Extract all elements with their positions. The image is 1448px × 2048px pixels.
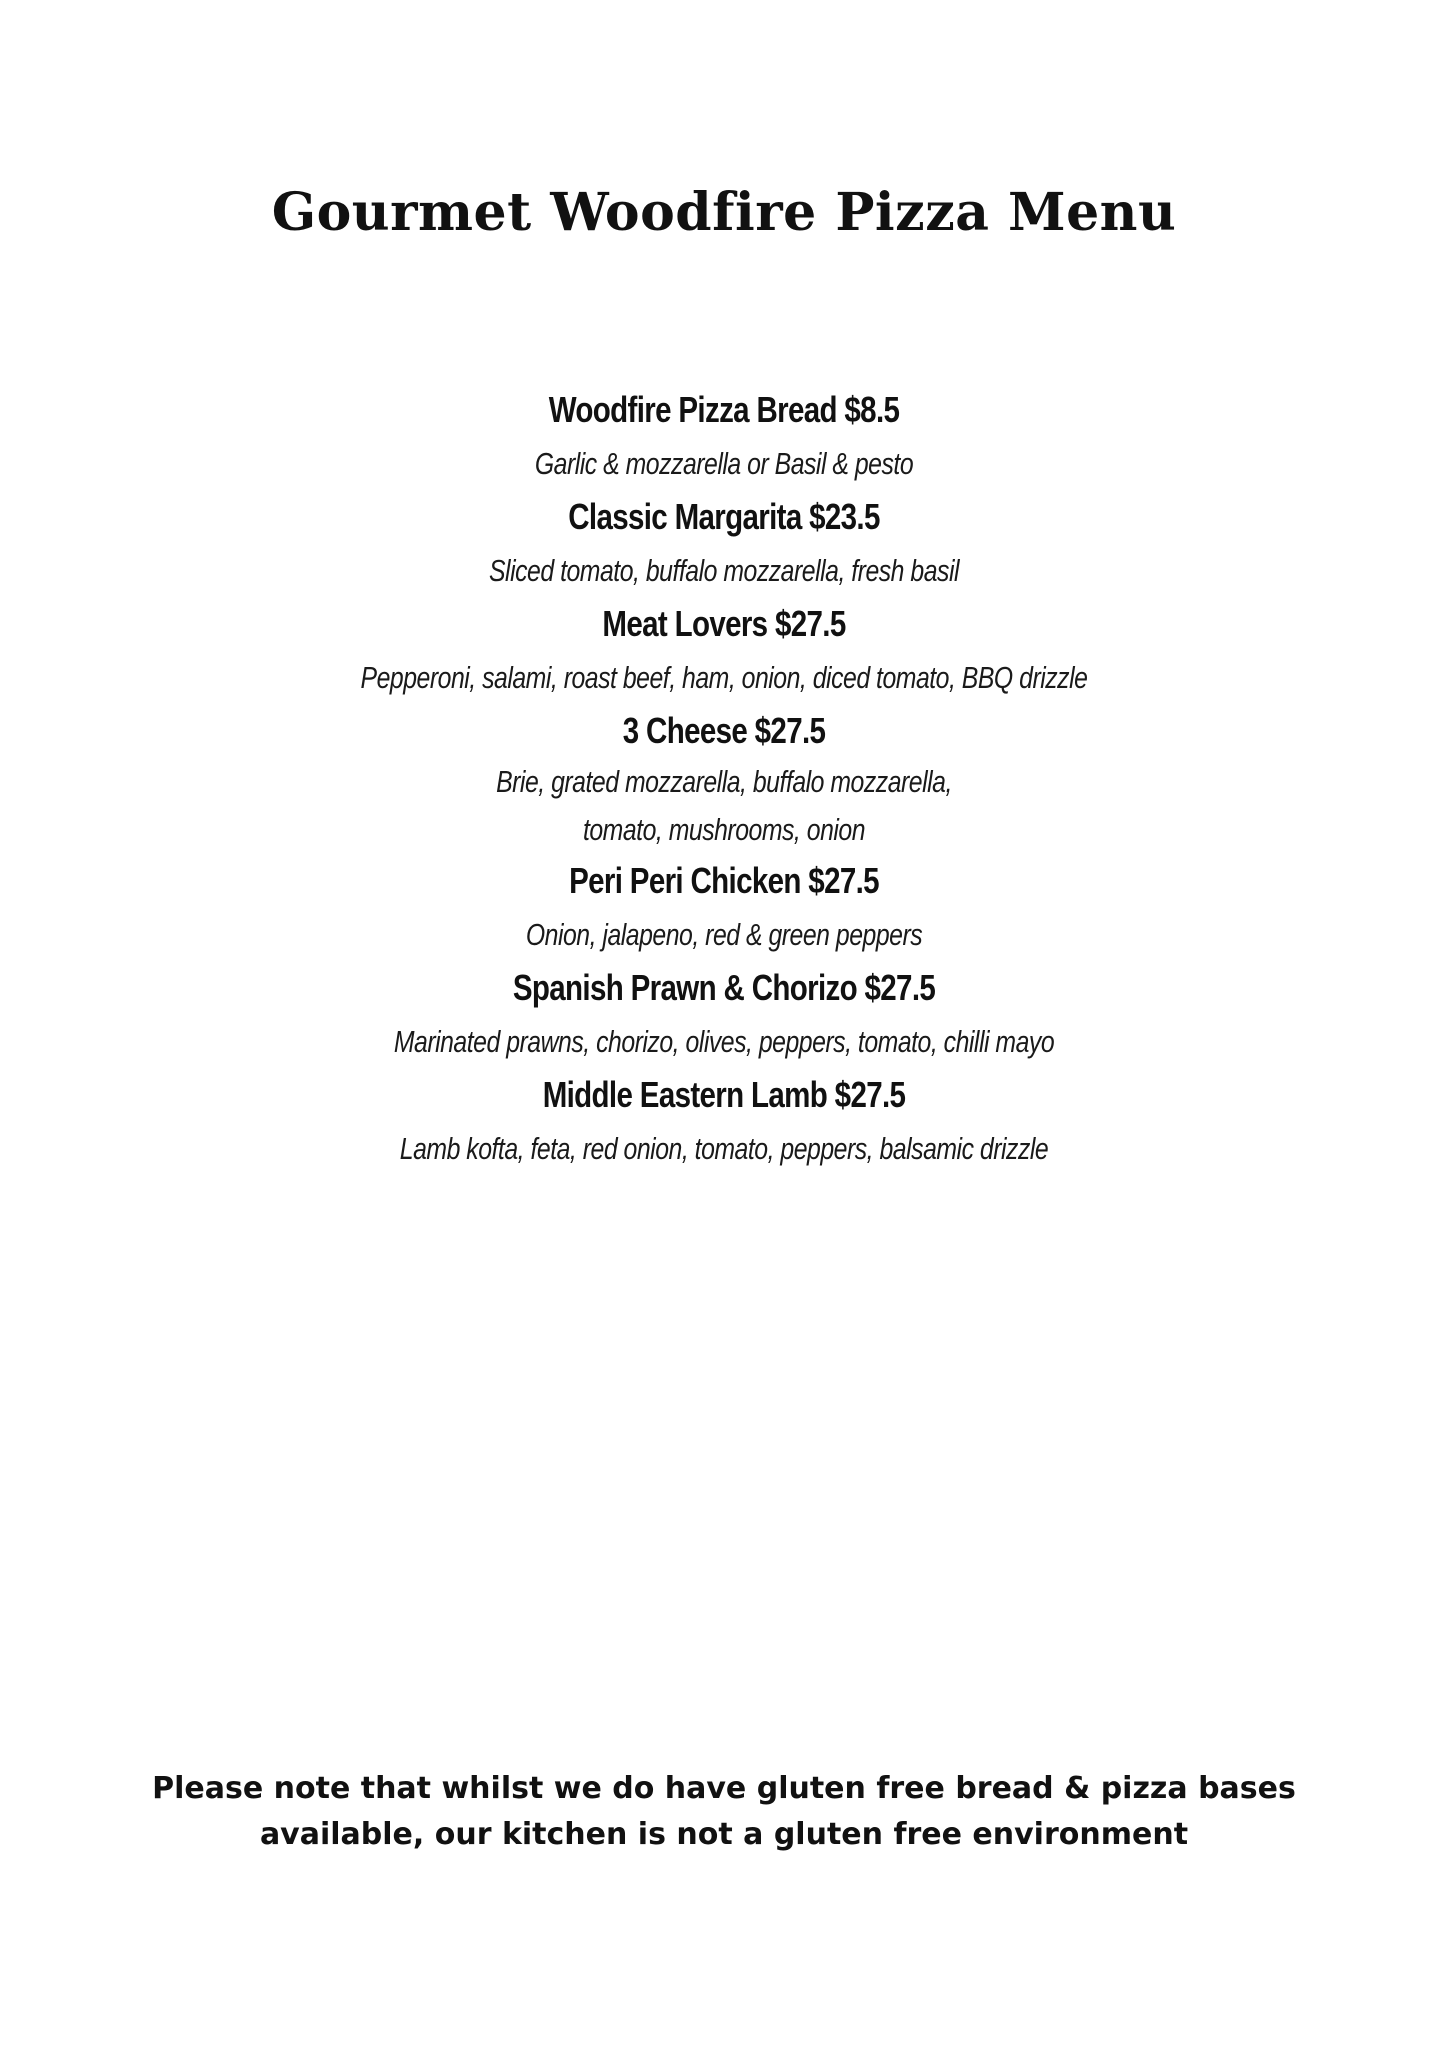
menu-item-name: Meat Lovers $27.5 [602,603,846,644]
menu-item-name: Classic Margarita $23.5 [568,496,880,537]
menu-item-name: Middle Eastern Lamb $27.5 [542,1074,906,1115]
menu-item-description: Brie, grated mozzarella, buffalo mozzarella, [496,764,952,799]
menu-list [0,383,1448,1175]
menu-item-name: Peri Peri Chicken $27.5 [569,860,879,901]
menu-item [0,704,1448,854]
note-line: Please note that whilst we do have gluten free bread & pizza bases [152,1771,1296,1806]
page-title: Gourmet Woodfire Pizza Menu [271,182,1177,243]
menu-item [0,1068,1448,1175]
menu-item-description: Garlic & mozzarella or Basil & pesto [534,446,914,481]
menu-item-description: Lamb kofta, feta, red onion, tomato, peppers, balsamic drizzle [399,1131,1049,1166]
note-line: available, our kitchen is not a gluten free environment [259,1817,1189,1852]
menu-item-description: Pepperoni, salami, roast beef, ham, onion, diced tomato, BBQ drizzle [360,660,1088,695]
menu-item [0,854,1448,961]
menu-item [0,597,1448,704]
menu-item-description: tomato, mushrooms, onion [582,812,866,847]
menu-item [0,961,1448,1068]
gluten-free-note [0,1766,1448,1858]
menu-item-name: 3 Cheese $27.5 [622,710,826,751]
menu-item-name: Spanish Prawn & Chorizo $27.5 [512,967,936,1008]
menu-item-description: Marinated prawns, chorizo, olives, peppers, tomato, chilli mayo [393,1024,1055,1059]
menu-item-name: Woodfire Pizza Bread $8.5 [548,389,900,430]
menu-item-description: Onion, jalapeno, red & green peppers [525,917,923,952]
menu-item-description: Sliced tomato, buffalo mozzarella, fresh basil [488,553,960,588]
menu-item [0,490,1448,597]
menu-item [0,383,1448,490]
